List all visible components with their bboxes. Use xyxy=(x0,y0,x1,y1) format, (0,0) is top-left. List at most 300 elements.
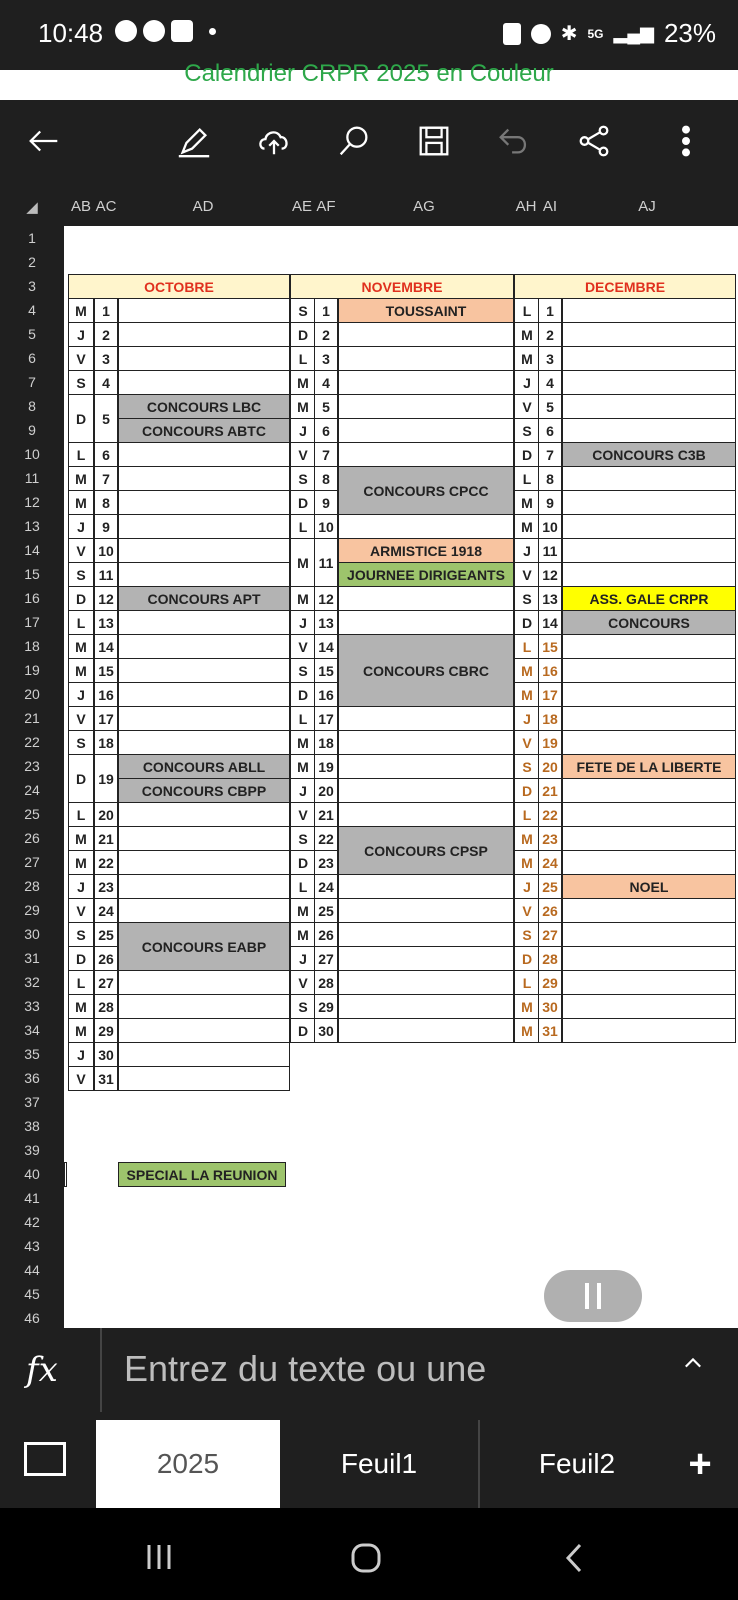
column-header[interactable]: AH xyxy=(515,198,537,215)
event-cell[interactable] xyxy=(118,970,290,995)
row-header[interactable]: 18 xyxy=(24,638,40,654)
day-number[interactable]: 12 xyxy=(94,586,118,611)
row-header[interactable]: 2 xyxy=(28,254,36,270)
day-letter[interactable]: V xyxy=(68,538,94,563)
day-number[interactable]: 31 xyxy=(94,1066,118,1091)
day-number[interactable]: 2 xyxy=(314,322,338,347)
add-sheet-button[interactable]: + xyxy=(688,1442,712,1486)
day-number[interactable]: 25 xyxy=(94,922,118,947)
row-header[interactable]: 6 xyxy=(28,350,36,366)
event-cell[interactable] xyxy=(118,874,290,899)
event-cell[interactable] xyxy=(118,346,290,371)
day-letter[interactable]: J xyxy=(290,418,316,443)
event-concours[interactable]: CONCOURS xyxy=(562,610,736,635)
fx-icon[interactable]: fx xyxy=(26,1350,58,1390)
event-cell[interactable] xyxy=(562,898,736,923)
row-header[interactable]: 35 xyxy=(24,1046,40,1062)
day-number[interactable]: 2 xyxy=(94,322,118,347)
event-cell[interactable] xyxy=(118,706,290,731)
day-letter[interactable]: J xyxy=(514,538,540,563)
day-number[interactable]: 4 xyxy=(94,370,118,395)
day-letter[interactable]: S xyxy=(514,922,540,947)
day-letter[interactable]: M xyxy=(514,1018,540,1043)
day-number[interactable]: 10 xyxy=(94,538,118,563)
event-journee-dirigeants[interactable]: JOURNEE DIRIGEANTS xyxy=(338,562,514,587)
event-cell[interactable] xyxy=(338,586,514,611)
day-number[interactable]: 5 xyxy=(538,394,562,419)
event-cell[interactable] xyxy=(118,994,290,1019)
day-number[interactable]: 6 xyxy=(314,418,338,443)
day-number[interactable]: 19 xyxy=(94,754,118,803)
day-letter[interactable]: V xyxy=(514,394,540,419)
day-number[interactable]: 30 xyxy=(94,1042,118,1067)
day-number[interactable]: 11 xyxy=(538,538,562,563)
day-letter[interactable]: M xyxy=(514,850,540,875)
row-header[interactable]: 16 xyxy=(24,590,40,606)
event-cell[interactable] xyxy=(562,466,736,491)
month-header-december[interactable]: DECEMBRE xyxy=(514,274,736,299)
event-cell[interactable] xyxy=(338,1018,514,1043)
row-header[interactable]: 46 xyxy=(24,1310,40,1326)
day-number[interactable]: 13 xyxy=(314,610,338,635)
day-letter[interactable]: V xyxy=(290,442,316,467)
tab-feuil1[interactable]: Feuil1 xyxy=(340,1448,418,1479)
day-number[interactable]: 19 xyxy=(314,754,338,779)
day-letter[interactable]: S xyxy=(68,730,94,755)
event-cell[interactable] xyxy=(562,658,736,683)
event-cell[interactable] xyxy=(118,538,290,563)
day-number[interactable]: 8 xyxy=(314,466,338,491)
day-letter[interactable]: M xyxy=(68,658,94,683)
day-number[interactable]: 7 xyxy=(538,442,562,467)
event-cell[interactable] xyxy=(338,730,514,755)
row-header[interactable]: 30 xyxy=(24,926,40,942)
row-header[interactable]: 34 xyxy=(24,1022,40,1038)
day-letter[interactable]: J xyxy=(514,370,540,395)
event-cell[interactable] xyxy=(338,802,514,827)
event-cell[interactable] xyxy=(562,418,736,443)
day-letter[interactable]: L xyxy=(290,346,316,371)
month-header-november[interactable]: NOVEMBRE xyxy=(290,274,514,299)
day-letter[interactable]: M xyxy=(68,826,94,851)
day-letter[interactable]: D xyxy=(68,754,94,803)
event-concours-cpsp[interactable]: CONCOURS CPSP xyxy=(338,826,514,875)
day-letter[interactable]: D xyxy=(290,322,316,347)
day-number[interactable]: 3 xyxy=(94,346,118,371)
day-letter[interactable]: J xyxy=(68,874,94,899)
day-letter[interactable]: M xyxy=(68,298,94,323)
row-header[interactable]: 12 xyxy=(24,494,40,510)
row-header[interactable]: 5 xyxy=(28,326,36,342)
day-letter[interactable]: S xyxy=(68,922,94,947)
day-letter[interactable]: V xyxy=(290,802,316,827)
event-cell[interactable] xyxy=(562,826,736,851)
event-cell[interactable] xyxy=(118,610,290,635)
day-letter[interactable]: M xyxy=(290,754,316,779)
row-header[interactable]: 22 xyxy=(24,734,40,750)
event-cell[interactable] xyxy=(562,370,736,395)
day-letter[interactable]: L xyxy=(514,634,540,659)
day-number[interactable]: 8 xyxy=(94,490,118,515)
event-cell[interactable] xyxy=(562,802,736,827)
event-cell[interactable] xyxy=(562,562,736,587)
event-cell[interactable] xyxy=(562,298,736,323)
day-number[interactable]: 24 xyxy=(538,850,562,875)
event-cell[interactable] xyxy=(118,730,290,755)
row-header[interactable]: 27 xyxy=(24,854,40,870)
day-number[interactable]: 13 xyxy=(94,610,118,635)
day-letter[interactable]: M xyxy=(290,898,316,923)
day-letter[interactable]: D xyxy=(68,394,94,443)
row-header[interactable]: 40 xyxy=(24,1166,40,1182)
row-header[interactable]: 25 xyxy=(24,806,40,822)
row-header[interactable]: 17 xyxy=(24,614,40,630)
event-cell[interactable] xyxy=(338,346,514,371)
day-letter[interactable]: J xyxy=(290,778,316,803)
day-number[interactable]: 10 xyxy=(538,514,562,539)
day-letter[interactable]: J xyxy=(68,322,94,347)
day-letter[interactable]: L xyxy=(514,802,540,827)
day-number[interactable]: 30 xyxy=(314,1018,338,1043)
chevron-up-icon[interactable] xyxy=(684,1354,702,1372)
day-letter[interactable]: M xyxy=(290,922,316,947)
day-letter[interactable]: D xyxy=(514,442,540,467)
event-concours-abll[interactable]: CONCOURS ABLL xyxy=(118,754,290,779)
row-header[interactable]: 13 xyxy=(24,518,40,534)
day-number[interactable]: 21 xyxy=(314,802,338,827)
day-number[interactable]: 21 xyxy=(538,778,562,803)
row-header[interactable]: 44 xyxy=(24,1262,40,1278)
event-cell[interactable] xyxy=(118,634,290,659)
day-letter[interactable]: L xyxy=(290,706,316,731)
event-cell[interactable] xyxy=(562,778,736,803)
day-letter[interactable]: M xyxy=(68,490,94,515)
event-concours-eabp[interactable]: CONCOURS EABP xyxy=(118,922,290,971)
day-number[interactable]: 22 xyxy=(314,826,338,851)
row-header[interactable]: 33 xyxy=(24,998,40,1014)
day-letter[interactable]: L xyxy=(68,442,94,467)
back-icon[interactable] xyxy=(562,1542,586,1574)
event-cell[interactable] xyxy=(562,730,736,755)
day-letter[interactable]: M xyxy=(68,994,94,1019)
day-number[interactable]: 2 xyxy=(538,322,562,347)
day-number[interactable]: 13 xyxy=(538,586,562,611)
day-number[interactable]: 25 xyxy=(538,874,562,899)
day-letter[interactable]: M xyxy=(514,490,540,515)
event-cell[interactable] xyxy=(118,442,290,467)
day-letter[interactable]: L xyxy=(514,970,540,995)
day-number[interactable]: 29 xyxy=(314,994,338,1019)
day-number[interactable]: 17 xyxy=(538,682,562,707)
day-number[interactable]: 8 xyxy=(538,466,562,491)
event-cell[interactable] xyxy=(562,706,736,731)
day-letter[interactable]: J xyxy=(290,610,316,635)
day-letter[interactable]: J xyxy=(290,946,316,971)
formula-input[interactable]: Entrez du texte ou une xyxy=(124,1348,487,1389)
day-letter[interactable]: L xyxy=(290,514,316,539)
day-letter[interactable]: L xyxy=(68,970,94,995)
column-header[interactable]: AF xyxy=(316,198,336,215)
day-number[interactable]: 27 xyxy=(94,970,118,995)
day-number[interactable]: 26 xyxy=(538,898,562,923)
event-armistice[interactable]: ARMISTICE 1918 xyxy=(338,538,514,563)
day-number[interactable]: 23 xyxy=(314,850,338,875)
day-number[interactable]: 12 xyxy=(538,562,562,587)
day-number[interactable]: 5 xyxy=(314,394,338,419)
day-number[interactable]: 4 xyxy=(314,370,338,395)
day-number[interactable]: 22 xyxy=(538,802,562,827)
event-cell[interactable] xyxy=(562,1018,736,1043)
day-letter[interactable]: V xyxy=(68,706,94,731)
event-cell[interactable] xyxy=(118,1066,290,1091)
day-letter[interactable]: L xyxy=(68,610,94,635)
day-letter[interactable]: D xyxy=(68,586,94,611)
day-letter[interactable]: S xyxy=(68,370,94,395)
event-concours-lbc[interactable]: CONCOURS LBC xyxy=(118,394,290,419)
event-cell[interactable] xyxy=(338,946,514,971)
event-cell[interactable] xyxy=(338,394,514,419)
column-header[interactable]: AB xyxy=(70,198,91,215)
day-number[interactable]: 1 xyxy=(314,298,338,323)
row-header[interactable]: 39 xyxy=(24,1142,40,1158)
day-number[interactable]: 14 xyxy=(314,634,338,659)
day-number[interactable]: 9 xyxy=(314,490,338,515)
recent-apps-icon[interactable] xyxy=(144,1542,174,1572)
event-concours-cbpp[interactable]: CONCOURS CBPP xyxy=(118,778,290,803)
day-number[interactable]: 10 xyxy=(314,514,338,539)
day-letter[interactable]: M xyxy=(290,730,316,755)
day-letter[interactable]: D xyxy=(290,490,316,515)
day-letter[interactable]: S xyxy=(68,562,94,587)
day-letter[interactable]: M xyxy=(68,1018,94,1043)
event-cell[interactable] xyxy=(118,490,290,515)
spreadsheet-grid[interactable] xyxy=(64,226,738,1328)
day-number[interactable]: 28 xyxy=(314,970,338,995)
row-header[interactable]: 11 xyxy=(24,470,40,486)
event-cell[interactable] xyxy=(562,634,736,659)
day-letter[interactable]: V xyxy=(514,562,540,587)
event-concours-apt[interactable]: CONCOURS APT xyxy=(118,586,290,611)
day-letter[interactable]: S xyxy=(514,754,540,779)
tab-feuil2[interactable]: Feuil2 xyxy=(538,1448,616,1479)
event-cell[interactable] xyxy=(562,682,736,707)
event-cell[interactable] xyxy=(562,514,736,539)
event-fete-liberte[interactable]: FETE DE LA LIBERTE xyxy=(562,754,736,779)
day-letter[interactable]: D xyxy=(514,946,540,971)
day-number[interactable]: 14 xyxy=(538,610,562,635)
day-number[interactable]: 24 xyxy=(314,874,338,899)
day-number[interactable]: 6 xyxy=(94,442,118,467)
event-concours-c3b[interactable]: CONCOURS C3B xyxy=(562,442,736,467)
day-letter[interactable]: D xyxy=(290,850,316,875)
event-cell[interactable] xyxy=(338,514,514,539)
row-header[interactable]: 20 xyxy=(24,686,40,702)
event-cell[interactable] xyxy=(338,610,514,635)
event-cell[interactable] xyxy=(562,490,736,515)
event-cell[interactable] xyxy=(118,562,290,587)
day-number[interactable]: 7 xyxy=(314,442,338,467)
day-number[interactable]: 27 xyxy=(538,922,562,947)
day-number[interactable]: 5 xyxy=(94,394,118,443)
event-cell[interactable] xyxy=(338,706,514,731)
day-number[interactable]: 18 xyxy=(538,706,562,731)
event-cell[interactable] xyxy=(118,802,290,827)
event-cell[interactable] xyxy=(118,322,290,347)
day-number[interactable]: 29 xyxy=(538,970,562,995)
event-cell[interactable] xyxy=(338,418,514,443)
day-letter[interactable]: D xyxy=(514,610,540,635)
day-number[interactable]: 11 xyxy=(94,562,118,587)
day-letter[interactable]: M xyxy=(290,394,316,419)
cloud-upload-icon[interactable] xyxy=(252,122,296,166)
day-number[interactable]: 17 xyxy=(94,706,118,731)
day-letter[interactable]: M xyxy=(290,370,316,395)
day-number[interactable]: 28 xyxy=(94,994,118,1019)
day-letter[interactable]: S xyxy=(514,418,540,443)
undo-icon[interactable] xyxy=(492,122,536,166)
day-letter[interactable]: J xyxy=(514,706,540,731)
day-letter[interactable]: D xyxy=(514,778,540,803)
day-number[interactable]: 20 xyxy=(538,754,562,779)
event-cell[interactable] xyxy=(338,970,514,995)
event-cell[interactable] xyxy=(338,370,514,395)
home-icon[interactable] xyxy=(350,1542,382,1574)
row-header[interactable]: 8 xyxy=(28,398,36,414)
day-letter[interactable]: M xyxy=(514,346,540,371)
day-letter[interactable]: D xyxy=(290,1018,316,1043)
day-letter[interactable]: S xyxy=(290,994,316,1019)
event-concours-abtc[interactable]: CONCOURS ABTC xyxy=(118,418,290,443)
row-header[interactable]: 15 xyxy=(24,566,40,582)
day-number[interactable]: 4 xyxy=(538,370,562,395)
column-header[interactable]: AE xyxy=(291,198,312,215)
event-cell[interactable] xyxy=(118,682,290,707)
day-number[interactable]: 3 xyxy=(538,346,562,371)
search-icon[interactable] xyxy=(332,122,376,166)
event-cell[interactable] xyxy=(118,514,290,539)
back-arrow-icon[interactable] xyxy=(22,122,66,166)
day-number[interactable]: 7 xyxy=(94,466,118,491)
row-header[interactable]: 14 xyxy=(24,542,40,558)
column-header[interactable]: AI xyxy=(542,198,558,215)
day-letter[interactable]: M xyxy=(68,850,94,875)
day-letter[interactable]: D xyxy=(290,682,316,707)
month-header-october[interactable]: OCTOBRE xyxy=(68,274,290,299)
day-letter[interactable]: M xyxy=(68,634,94,659)
day-letter[interactable]: M xyxy=(514,682,540,707)
day-number[interactable]: 15 xyxy=(538,634,562,659)
event-cell[interactable] xyxy=(338,442,514,467)
day-number[interactable]: 20 xyxy=(94,802,118,827)
share-icon[interactable] xyxy=(572,122,616,166)
day-letter[interactable]: J xyxy=(68,514,94,539)
event-cell[interactable] xyxy=(562,970,736,995)
row-header[interactable]: 3 xyxy=(28,278,36,294)
event-cell[interactable] xyxy=(338,994,514,1019)
day-letter[interactable]: M xyxy=(514,658,540,683)
day-letter[interactable]: L xyxy=(68,802,94,827)
row-header[interactable]: 43 xyxy=(24,1238,40,1254)
event-noel[interactable]: NOEL xyxy=(562,874,736,899)
event-cell[interactable] xyxy=(562,946,736,971)
day-number[interactable]: 31 xyxy=(538,1018,562,1043)
day-number[interactable]: 6 xyxy=(538,418,562,443)
day-letter[interactable]: M xyxy=(514,322,540,347)
event-cell[interactable] xyxy=(118,466,290,491)
column-header[interactable]: AD xyxy=(192,198,214,215)
day-number[interactable]: 23 xyxy=(538,826,562,851)
column-header[interactable]: AC xyxy=(95,198,117,215)
day-letter[interactable]: S xyxy=(290,298,316,323)
day-number[interactable]: 3 xyxy=(314,346,338,371)
event-cell[interactable] xyxy=(562,346,736,371)
event-cell[interactable] xyxy=(118,298,290,323)
day-letter[interactable]: V xyxy=(68,1066,94,1091)
save-icon[interactable] xyxy=(412,122,456,166)
event-cell[interactable] xyxy=(562,538,736,563)
day-number[interactable]: 30 xyxy=(538,994,562,1019)
day-letter[interactable]: J xyxy=(68,682,94,707)
day-letter[interactable]: V xyxy=(514,730,540,755)
event-cell[interactable] xyxy=(118,1018,290,1043)
row-header[interactable]: 36 xyxy=(24,1070,40,1086)
row-header[interactable]: 7 xyxy=(28,374,36,390)
row-header[interactable]: 38 xyxy=(24,1118,40,1134)
event-cell[interactable] xyxy=(562,922,736,947)
row-header[interactable]: 21 xyxy=(24,710,40,726)
day-letter[interactable]: D xyxy=(68,946,94,971)
event-cell[interactable] xyxy=(118,850,290,875)
event-cell[interactable] xyxy=(338,874,514,899)
row-header[interactable]: 28 xyxy=(24,878,40,894)
day-number[interactable]: 29 xyxy=(94,1018,118,1043)
sheet-overview-icon[interactable] xyxy=(24,1442,66,1476)
event-ass-gale[interactable]: ASS. GALE CRPR xyxy=(562,586,736,611)
row-header[interactable]: 31 xyxy=(24,950,40,966)
event-cell[interactable] xyxy=(562,850,736,875)
day-letter[interactable]: L xyxy=(514,466,540,491)
row-header[interactable]: 10 xyxy=(24,446,40,462)
event-cell[interactable] xyxy=(118,826,290,851)
day-letter[interactable]: L xyxy=(290,874,316,899)
day-number[interactable]: 15 xyxy=(94,658,118,683)
day-letter[interactable]: M xyxy=(290,586,316,611)
day-letter[interactable]: J xyxy=(514,874,540,899)
day-letter[interactable]: S xyxy=(290,826,316,851)
event-cell[interactable] xyxy=(562,994,736,1019)
row-header[interactable]: 37 xyxy=(24,1094,40,1110)
row-header[interactable]: 19 xyxy=(24,662,40,678)
event-cell[interactable] xyxy=(338,922,514,947)
day-number[interactable]: 1 xyxy=(94,298,118,323)
event-cell[interactable] xyxy=(562,394,736,419)
day-number[interactable]: 17 xyxy=(314,706,338,731)
row-header[interactable]: 41 xyxy=(24,1190,40,1206)
day-number[interactable]: 16 xyxy=(538,658,562,683)
day-number[interactable]: 16 xyxy=(314,682,338,707)
day-number[interactable]: 25 xyxy=(314,898,338,923)
row-header[interactable]: 9 xyxy=(28,422,36,438)
special-la-reunion[interactable]: SPECIAL LA REUNION xyxy=(118,1162,286,1187)
event-toussaint[interactable]: TOUSSAINT xyxy=(338,298,514,323)
day-number[interactable]: 11 xyxy=(314,538,338,587)
day-number[interactable]: 21 xyxy=(94,826,118,851)
day-number[interactable]: 9 xyxy=(94,514,118,539)
row-header[interactable]: 32 xyxy=(24,974,40,990)
day-letter[interactable]: M xyxy=(514,826,540,851)
day-letter[interactable]: S xyxy=(514,586,540,611)
column-header[interactable]: AJ xyxy=(638,198,656,215)
